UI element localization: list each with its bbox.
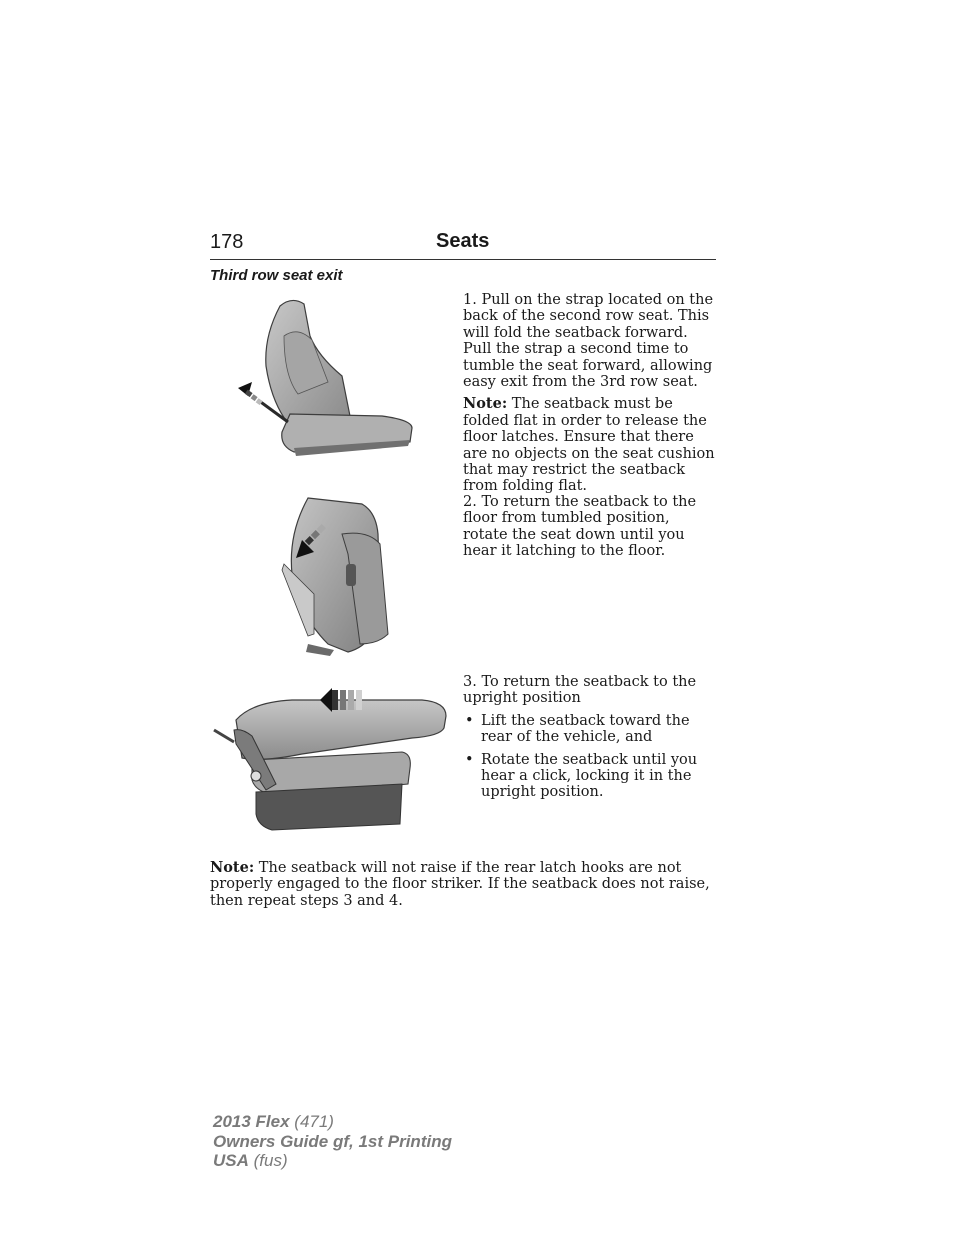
note-text: The seatback must be folded flat in order to release the floor latches. Ensure that there are no objects on the seat cushion that may restrict the seatback from folding flat. [463, 396, 715, 495]
step-3-text: 3. To return the seatback to the upright position [463, 674, 697, 707]
section-heading: Third row seat exit [210, 267, 343, 284]
step-3-bullets [463, 713, 717, 801]
step-1-note [463, 396, 717, 494]
page-number: 178 [210, 231, 244, 253]
figure-seat-folded [212, 684, 450, 834]
step-2 [463, 494, 717, 566]
bottom-note [210, 860, 718, 909]
figure-seat-upright [232, 296, 416, 456]
step-3 [463, 674, 717, 807]
footer-line-2: Owners Guide gf, 1st Printing [213, 1131, 452, 1151]
step-1 [463, 292, 717, 501]
list-item: • Rotate the seatback until you hear a click, locking it in the upright position. [463, 752, 717, 801]
step-2-text: 2. To return the seatback to the floor from tumbled position, rotate the seat down until you hear it latching to the floor. [463, 494, 697, 560]
list-item: • Lift the seatback toward the rear of the vehicle, and [463, 713, 717, 746]
note-text: The seatback will not raise if the rear latch hooks are not properly engaged to the floor striker. If the seatback does not raise, then repeat steps 3 and 4. [210, 860, 710, 909]
footer [213, 1112, 452, 1171]
footer-line-1: 2013 Flex (471) [213, 1112, 334, 1131]
note-label: Note: [463, 395, 508, 413]
page-title: Seats [436, 230, 490, 252]
figure-seat-tumbled [268, 494, 394, 658]
step-1-text: 1. Pull on the strap located on the back of the second row seat. This will fold the seatback forward. Pull the strap a second time to tumble the seat forward, allowing easy exit from the 3rd row seat. [463, 292, 714, 391]
arrow-up-left-icon [238, 382, 263, 405]
note-label: Note: [210, 859, 255, 876]
page-header [210, 229, 716, 260]
footer-line-3: USA (fus) [213, 1151, 288, 1170]
